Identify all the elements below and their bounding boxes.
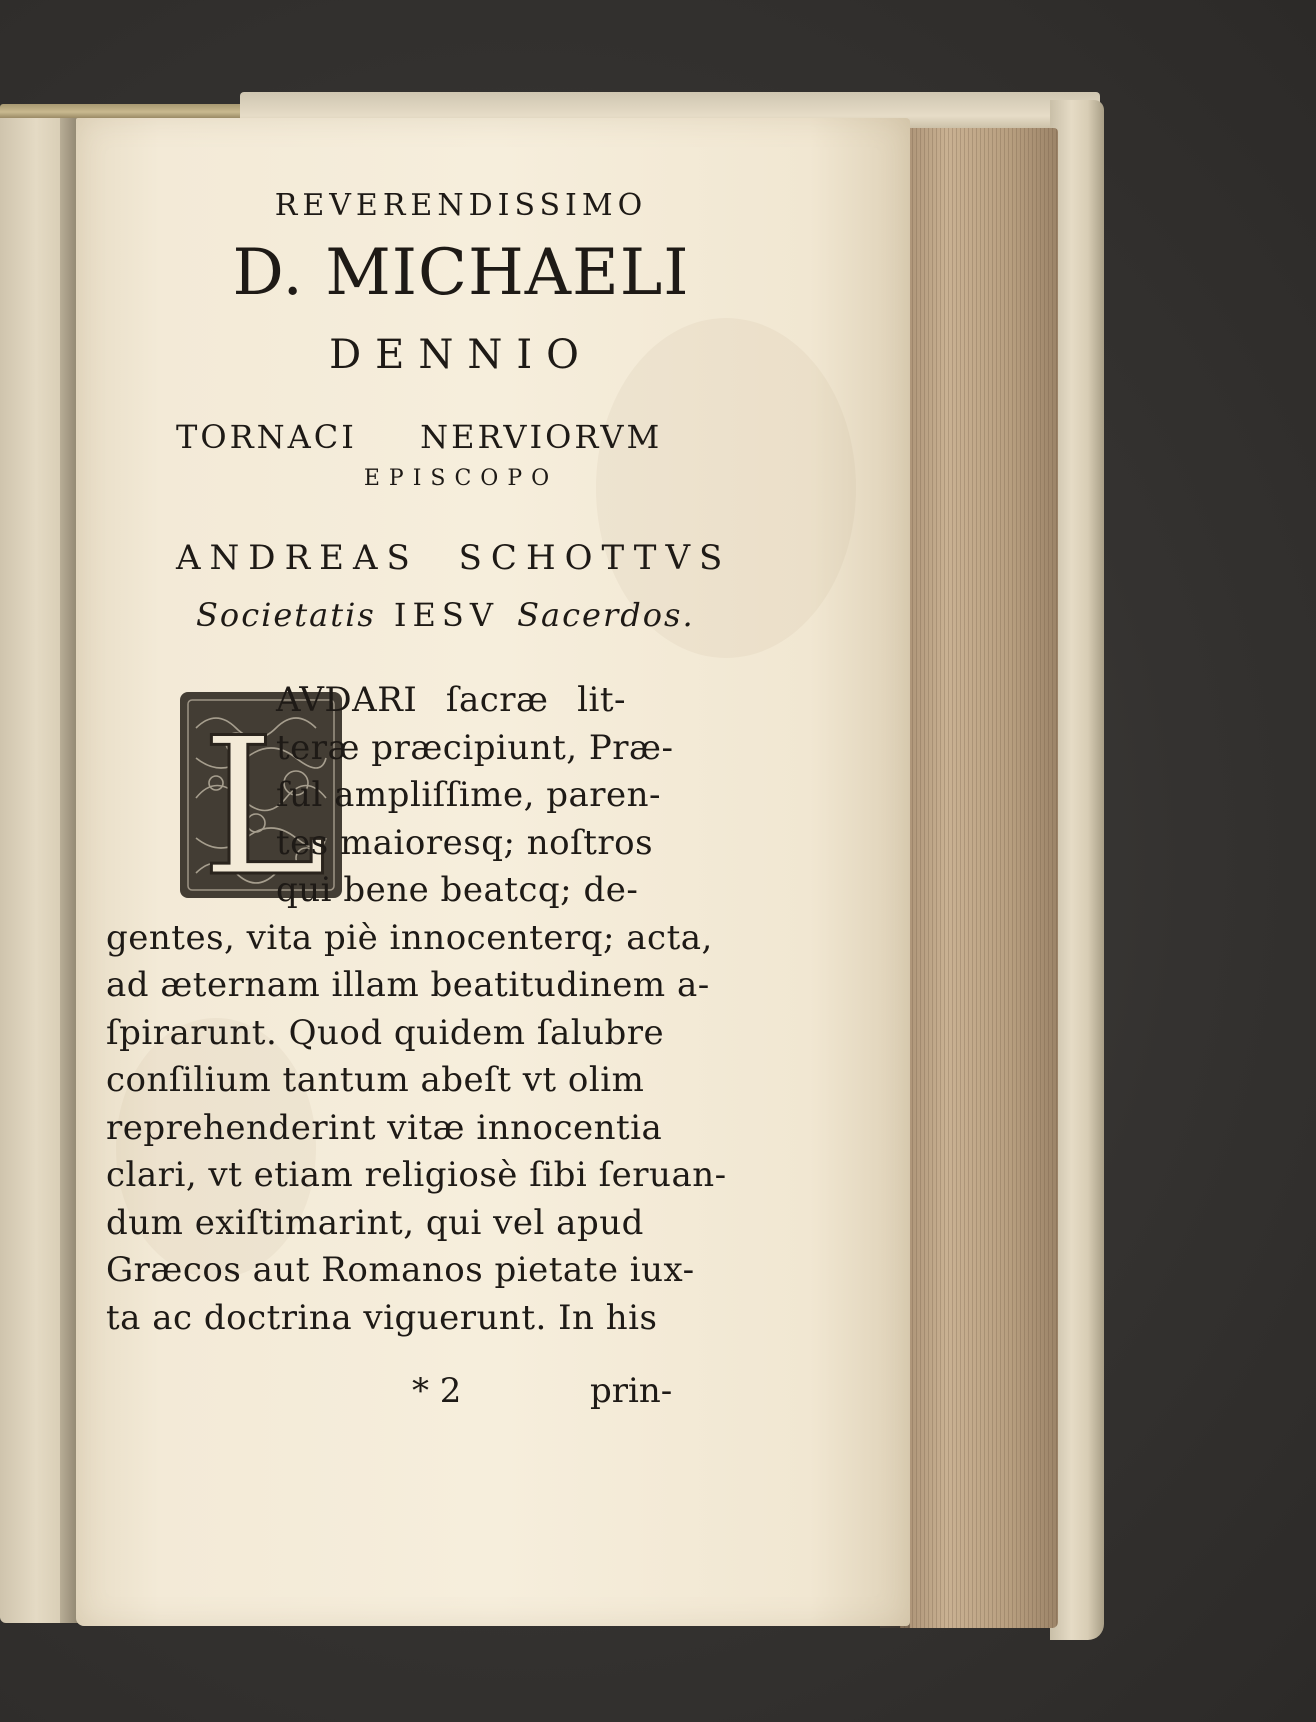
- dedication-see: TORNACI NERVIORVM: [176, 418, 663, 456]
- author-affiliation: [196, 596, 756, 634]
- body-line: reprehenderint vitæ innocentia: [106, 1107, 663, 1148]
- author-name: ANDREAS SCHOTTVS: [176, 538, 732, 578]
- author-affiliation-b: IESV: [393, 596, 499, 634]
- body-line: ad æternam illam beatitudinem a-: [106, 965, 710, 1005]
- binding-right: [1050, 100, 1104, 1640]
- signature-mark: * 2: [412, 1371, 462, 1411]
- body-line: ta ac doctrina viguerunt. In his: [106, 1297, 658, 1338]
- body-line: tes maioresq; noſtros: [276, 822, 654, 863]
- dedication-line-1: REVERENDISSIMO: [274, 188, 648, 223]
- right-page: [76, 118, 910, 1626]
- body-line: clari, vt etiam religiosè ſibi ſeruan-: [106, 1155, 727, 1195]
- initial-letter: L: [200, 697, 328, 902]
- body-line: teræ præcipiunt, Præ-: [276, 727, 674, 768]
- dedication-name: D. MICHAELI: [232, 236, 690, 310]
- body-line: Græcos aut Romanos pietate iux-: [106, 1250, 695, 1290]
- author-affiliation-c: Sacerdos.: [517, 596, 695, 634]
- body-line: ſpirarunt. Quod quidem ſalubre: [106, 1012, 665, 1053]
- body-line: gentes, vita piè innocenterq; acta,: [106, 917, 713, 958]
- dedication-title: EPISCOPO: [363, 466, 559, 491]
- body-line: conſilium tantum abeſt vt olim: [106, 1060, 645, 1100]
- body-line: dum exiſtimarint, qui vel apud: [106, 1202, 644, 1243]
- body-line: AVDARI ſacræ lit-: [276, 680, 626, 720]
- author-affiliation-a: Societatis: [196, 596, 376, 634]
- catchword: prin-: [590, 1371, 673, 1411]
- body-line: qui bene beatcq; de-: [276, 870, 639, 910]
- page-fore-edge: [900, 128, 1058, 1628]
- dedication-surname: DENNIO: [329, 332, 593, 378]
- body-line: ſul ampliſſime, paren-: [276, 775, 661, 815]
